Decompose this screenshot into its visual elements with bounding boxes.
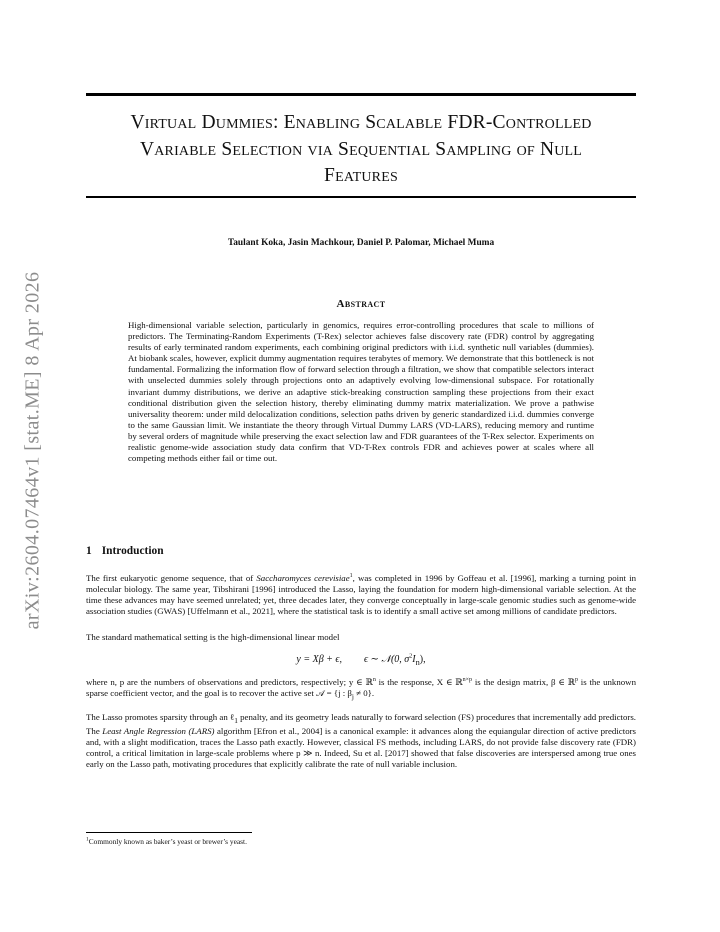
footnote-text: Commonly known as baker’s yeast or brewer’s yeast. — [88, 837, 247, 846]
abstract-heading: Abstract — [336, 298, 386, 310]
p4-text-a: The Lasso promotes sparsity through an ℓ — [86, 712, 235, 722]
title-line-3: Features — [324, 165, 398, 187]
paper-title — [86, 110, 636, 190]
title-line-2: Variable Selection via Sequential Sampling of Null — [139, 138, 583, 160]
footnote-mark: 1 — [86, 836, 89, 843]
abstract-text: High-dimensional variable selection, particularly in genomics, requires error-controlling procedures that scale to millions of predictors. The Terminating-Random Experiments (T-Rex) selector achieves false discovery rate (FDR) control by aggregating results of early terminated random experiments, each combining original predictors with i.i.d. synthetic null variables (dummies). At biobank scales, however, explicit dummy augmentation requires terabytes of memory. We demonstrate that this bottleneck is not fundamental. Formalizing the information flow of forward selection through a filtration, we show that compatible selectors interact with unselected dummies solely through projections onto an adaptively evolving low-dimensional subspace. For rotationally invariant dummy distributions, we derive an adaptive stick-breaking construction sampling these projections from their exact conditional distribution given the selection history, thereby eliminating dummy matrix materialization. We prove a pathwise universality theorem: under mild delocalization conditions, selection paths driven by generic standardized i.i.d. dummies converge to the same Gaussian limit. We instantiate the theory through Virtual Dummy LARS (VD-LARS), reducing memory and runtime by several orders of magnitude while preserving the exact selection law and FDR guarantees of the T-Rex selector. Experiments on realistic genome-wide association study data confirm that VD-T-Rex controls FDR and achieves power at scales where all competing methods either fail or time out. — [128, 320, 594, 464]
footnote-reference[interactable]: 1 — [349, 573, 353, 580]
lars-emphasis: Least Angle Regression (LARS) — [102, 725, 215, 736]
p3-text-d: is the unknown sparse coefficient vector, and the goal is to recover the active set 𝒜 = {j : β — [86, 677, 636, 699]
equation-rhs-b: I — [412, 654, 416, 665]
author-list: Taulant Koka, Jasin Machkour, Daniel P. Palomar, Michael Muma — [227, 238, 495, 248]
p3-sub: j — [351, 691, 354, 701]
intro-paragraph-1 — [86, 573, 636, 617]
p1-text-b: , was completed in 1996 by Goffeau et al. [1996], marking a turning point in molecular biology. The same year, Tibshirani [1996] introduced the Lasso, laying the foundation for modern high-dimensional variable selection. At the time these advances may have seemed unrelated; yet, three decades later, they converge conceptually in large-scale genomic studies such as genome-wide association studies (GWAS) [Uffelmann et al., 2021], where the statistical task is to identify a small active set among millions of candidate predictors. — [86, 573, 636, 617]
title-line-1: Virtual Dummies: Enabling Scalable FDR-Controlled — [130, 112, 592, 133]
p1-text-a: The first eukaryotic genome sequence, that of — [86, 573, 257, 583]
equation-rhs-sup: 2 — [409, 653, 413, 660]
section-number: 1 — [86, 545, 92, 557]
arxiv-identifier — [18, 255, 48, 645]
intro-paragraph-2: The standard mathematical setting is the high-dimensional linear model — [86, 632, 340, 642]
p3-sup-3: p — [575, 677, 579, 684]
equation-rhs-c: ), — [419, 654, 426, 665]
species-name: Saccharomyces cerevisiae — [256, 573, 350, 583]
intro-paragraph-4 — [86, 712, 636, 770]
p3-text-b: is the response, X ∈ ℝ — [375, 677, 463, 687]
section-title: Introduction — [101, 545, 164, 557]
equation-rhs-a: ϵ ∼ 𝒩(0, σ — [363, 654, 410, 665]
intro-paragraph-3 — [86, 677, 636, 702]
title-rule-bottom — [86, 196, 636, 198]
footnote — [86, 837, 636, 846]
p4-text-b: penalty, and its geometry leads naturally to forward selection (FS) procedures that incrementally add predictors. The — [86, 712, 636, 736]
p4-sub: 1 — [234, 715, 238, 725]
footnote-rule — [86, 832, 252, 833]
p3-text-e: ≠ 0}. — [353, 688, 375, 699]
p3-sup-2: n×p — [462, 677, 473, 684]
linear-model-equation — [86, 654, 636, 667]
equation-lhs: y = Xβ + ϵ, — [296, 654, 342, 665]
p3-text-a: where n, p are the numbers of observations and predictors, respectively; y ∈ ℝ — [86, 677, 373, 687]
section-heading-introduction — [86, 545, 164, 557]
p3-sup-1: n — [372, 677, 376, 684]
arxiv-identifier-text: arXiv:2604.07464v1 [stat.ME] 8 Apr 2026 — [21, 271, 44, 629]
p3-text-c: is the design matrix, β ∈ ℝ — [472, 677, 576, 687]
equation-rhs-sub: n — [415, 658, 420, 667]
title-rule-top — [86, 93, 636, 96]
p4-text-c: algorithm [Efron et al., 2004] is a canonical example: it advances along the equiangular direction of active predictors and, with a slight modification, traces the Lasso path exactly. However, classical FS methods, including LARS, do not provide false discovery rate (FDR) control, a critical limitation in large-scale problems where p ≫ n. Indeed, Su et al. [2017] showed that false discoveries are interspersed among true ones early on the Lasso path, motivating procedures that explicitly calibrate the rate of null variable inclusion. — [86, 725, 637, 770]
